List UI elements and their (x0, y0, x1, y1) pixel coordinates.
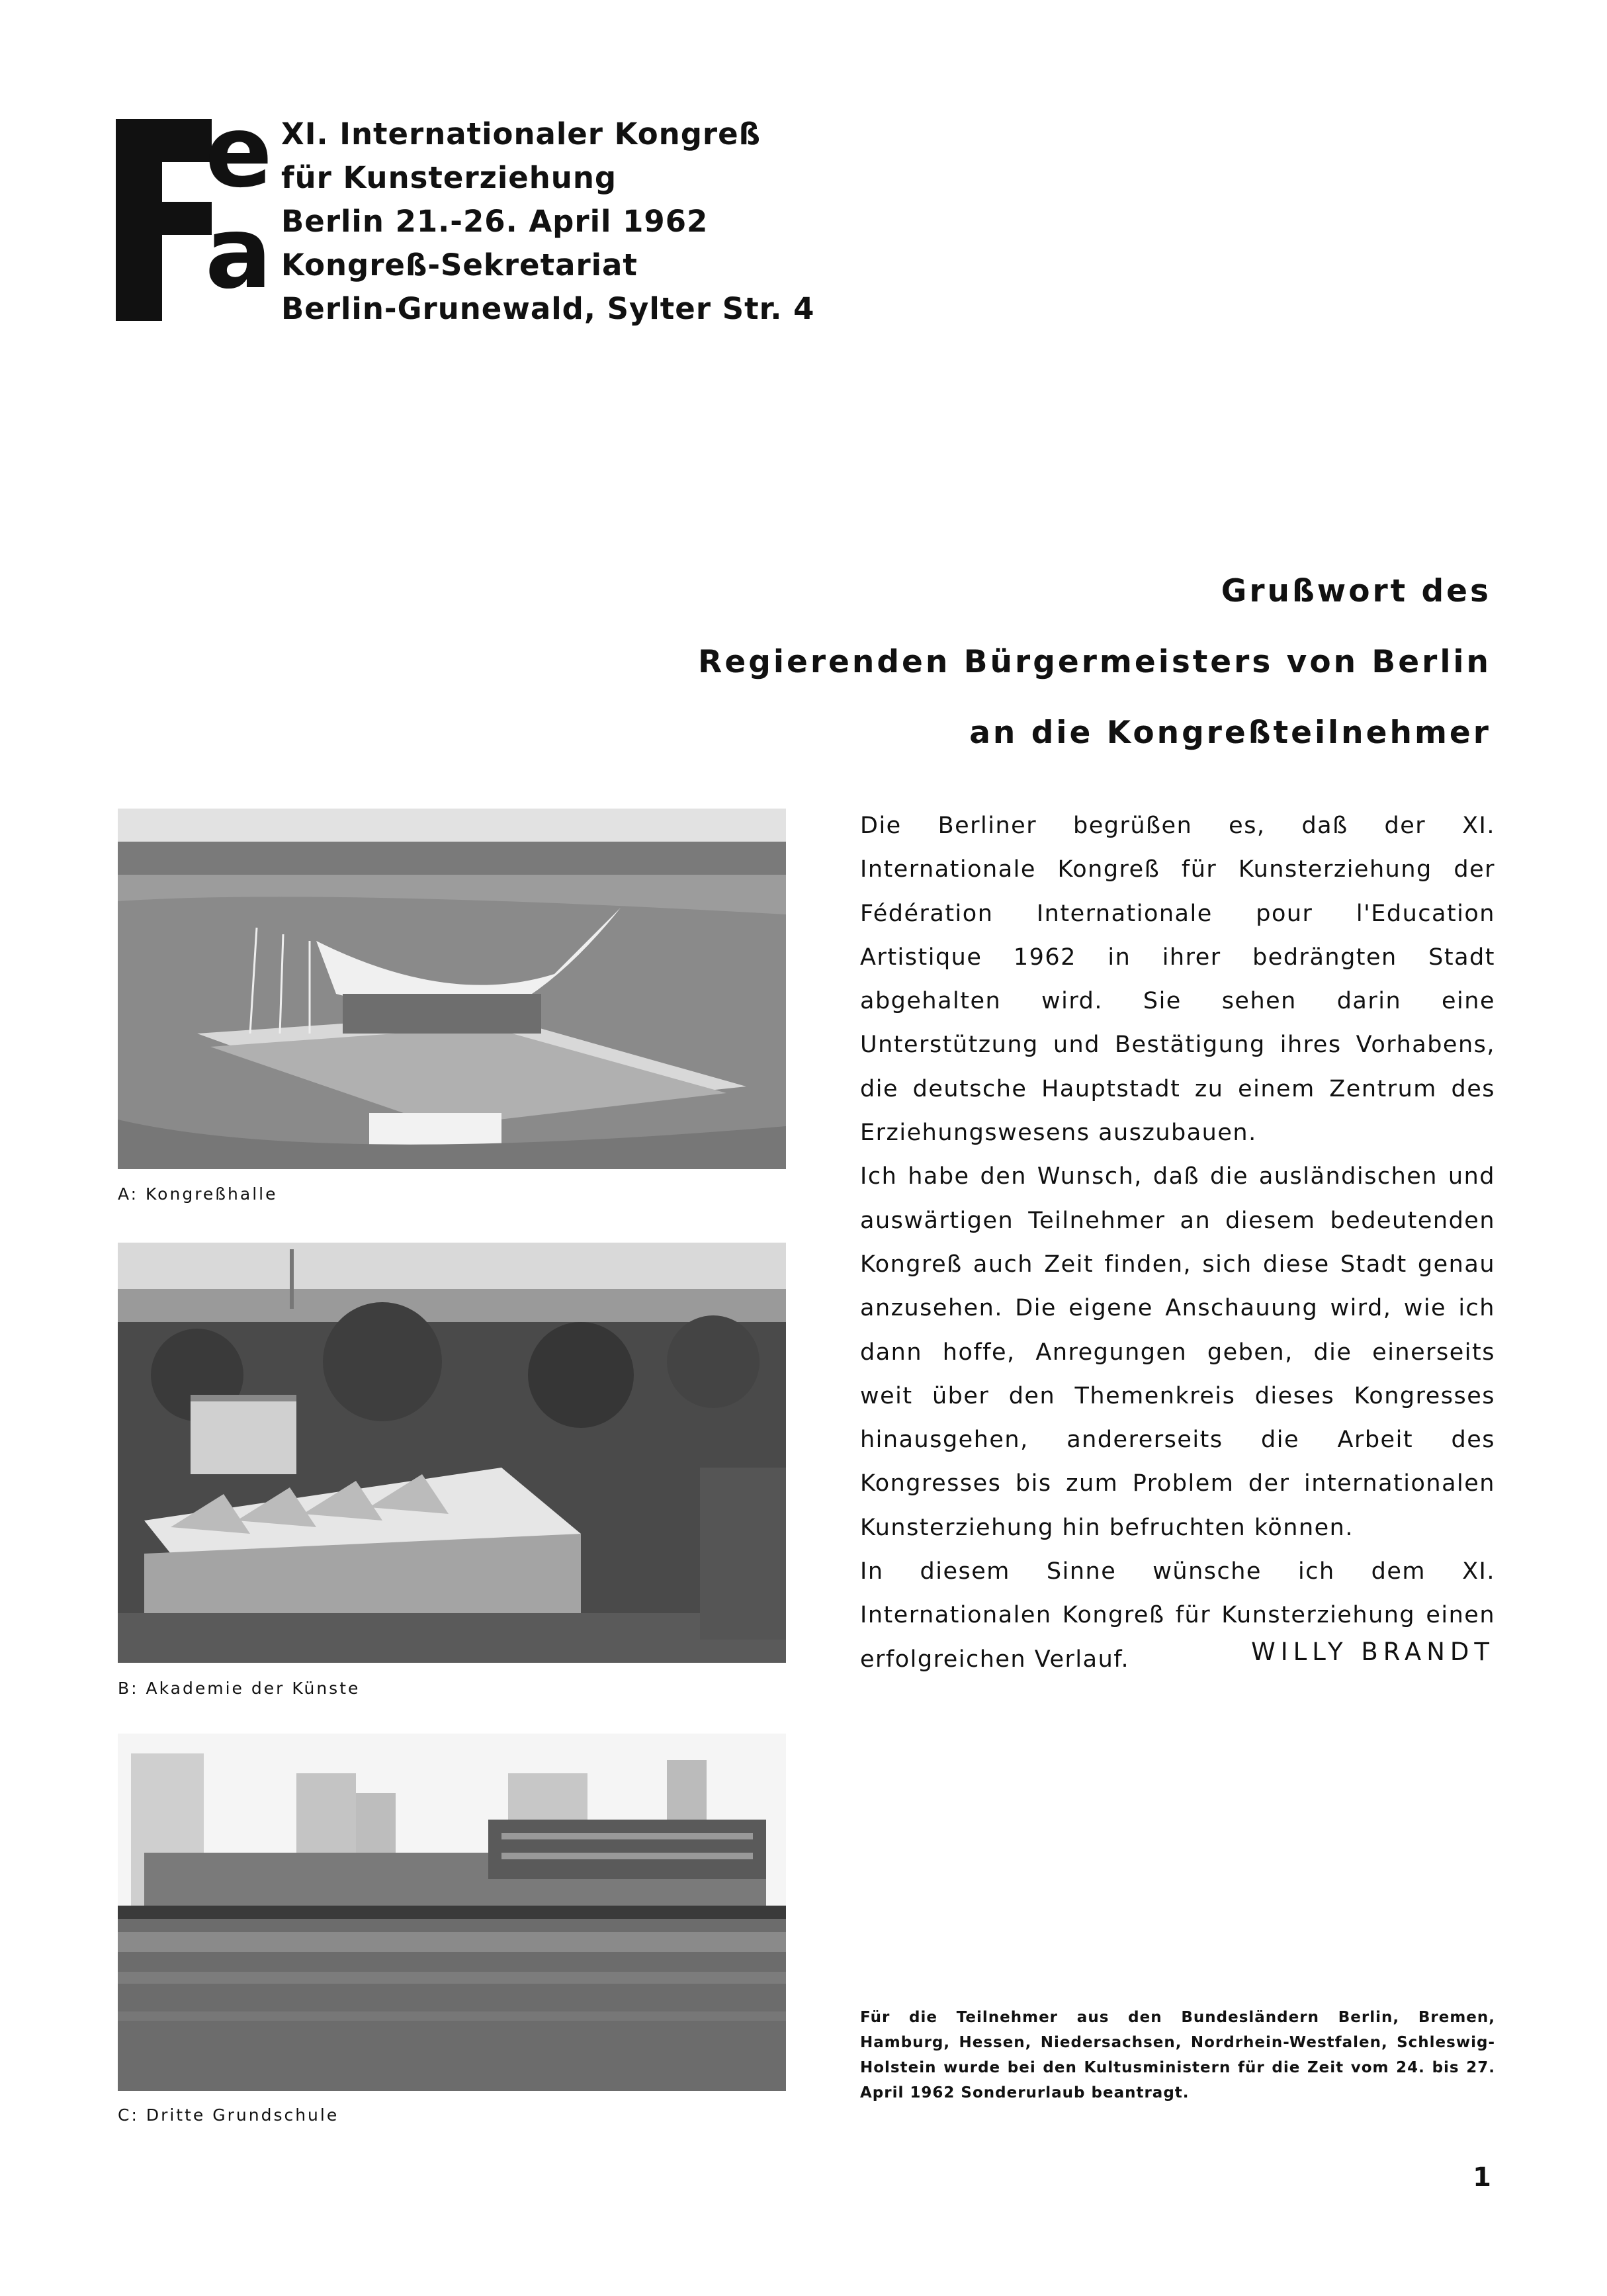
header-line: Kongreß-Sekretariat (281, 247, 638, 283)
logo-bar-vertical (116, 119, 162, 321)
logo-letter-e: e (205, 95, 273, 210)
photo-dritte-grundschule (118, 1734, 786, 2091)
page-number: 1 (1473, 2162, 1491, 2193)
header-line: XI. Internationaler Kongreß (281, 116, 761, 152)
title-line: an die Kongreßteilnehmer (969, 715, 1491, 751)
footnote-text: Für die Teilnehmer aus den Bundesländern Berlin, Bremen, Hamburg, Hessen, Niedersachsen, Nordrhein-Westfalen, Schleswig-Holstein wurde bei den Kultusministern für die Zeit vom 24. bis 27. April 1962 Sonderurlaub beantragt. (860, 2009, 1495, 2101)
footnote (860, 2005, 1495, 2105)
photo-caption-c: C: Dritte Grundschule (118, 2105, 339, 2125)
photo-caption-b: B: Akademie der Künste (118, 1679, 361, 1698)
greeting-paragraph: Die Berliner begrüßen es, daß der XI. Internationale Kongreß für Kunsterziehung der Fédération Internationale pour l'Education Artistique 1962 in ihrer bedrängten Stadt abgehalten wird. Sie sehen darin eine Unterstützung und Bestätigung ihres Vorhabens, die deutsche Hauptstadt zu einem Zentrum des Erziehungswesens auszubauen. (860, 813, 1495, 1147)
photo-caption-a: A: Kongreßhalle (118, 1184, 278, 1204)
fea-logo (116, 95, 273, 321)
logo-bar-top (162, 119, 212, 162)
signature: WILLY BRANDT (1251, 1638, 1495, 1666)
logo-letter-a: a (205, 196, 273, 311)
greeting-text (860, 804, 1495, 1681)
header-line: Berlin-Grunewald, Sylter Str. 4 (281, 291, 815, 326)
greeting-paragraph: Ich habe den Wunsch, daß die ausländischen und auswärtigen Teilnehmer an diesem bedeutenden Kongreß auch Zeit finden, sich diese Stadt genau anzusehen. Die eigene Anschauung wird, wie ich dann hoffe, Anregungen geben, die einerseits weit über den Themenkreis dieses Kongresses hinausgehen, andererseits die Arbeit des Kongresses bis zum Problem der internationalen Kunsterziehung hin befruchten können. (860, 1163, 1495, 1541)
title-line: Regierenden Bürgermeisters von Berlin (698, 644, 1491, 680)
title-line: Grußwort des (1221, 573, 1491, 609)
logo-bar-middle (162, 202, 212, 235)
greeting-paragraph: In diesem Sinne wünsche ich dem XI. Internationalen Kongreß für Kunsterziehung einen erfolgreichen Verlauf. (860, 1558, 1495, 1673)
congress-header (281, 112, 815, 331)
header-line: für Kunsterziehung (281, 160, 617, 195)
page-title (697, 556, 1491, 768)
header-line: Berlin 21.-26. April 1962 (281, 204, 709, 239)
photo-akademie-der-kuenste (118, 1243, 786, 1663)
photo-kongresshalle (118, 809, 786, 1169)
